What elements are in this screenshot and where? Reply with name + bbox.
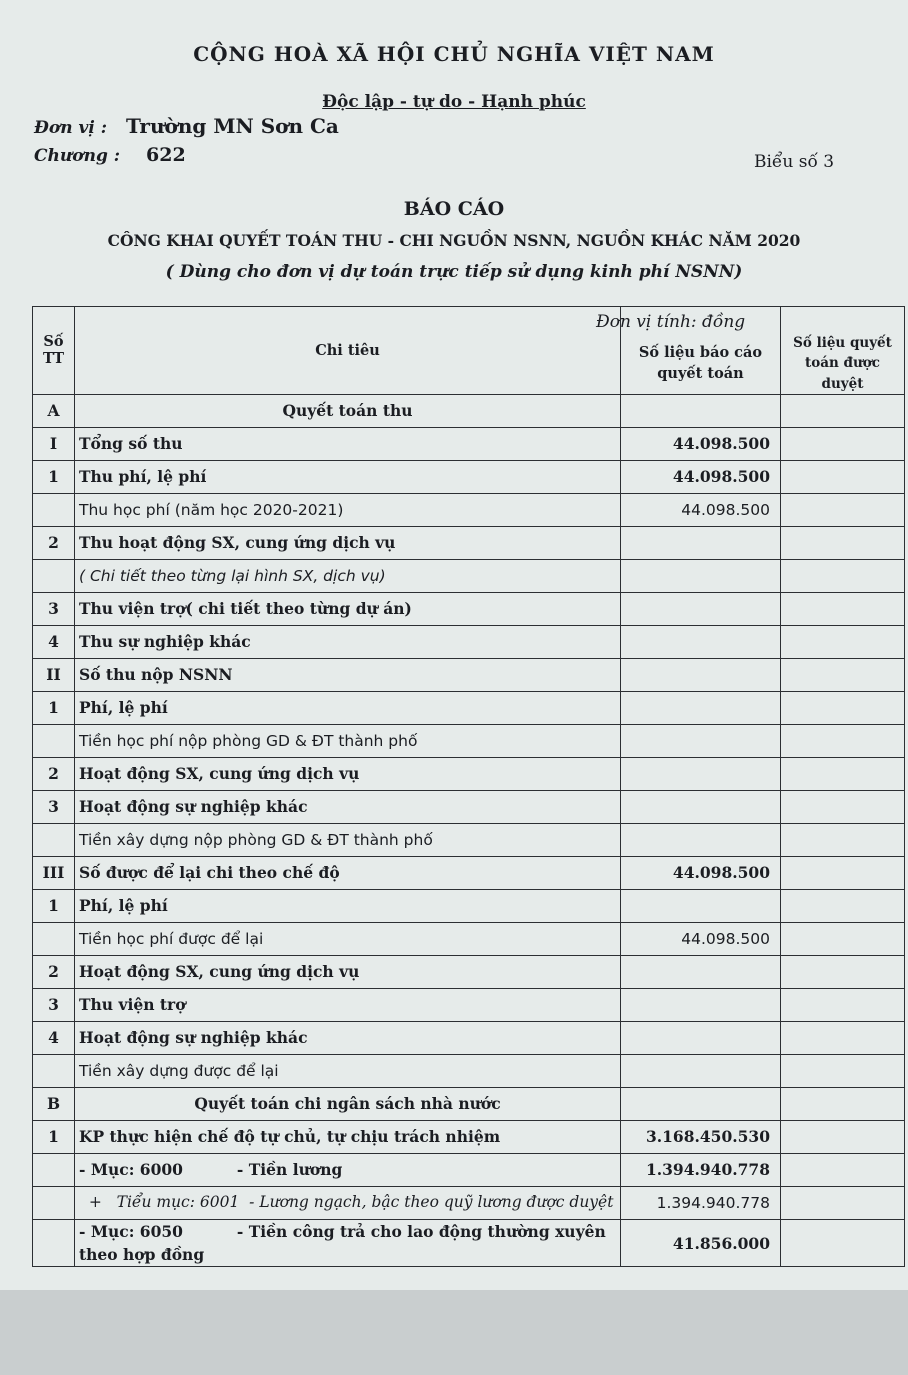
table-row: A Quyết toán thu xyxy=(33,394,905,427)
table-row: III Số được để lại chi theo chế độ 44.098.500 xyxy=(33,856,905,889)
table-row: Thu học phí (năm học 2020-2021) 44.098.500 xyxy=(33,493,905,526)
table-row: Tiền xây dựng được để lại xyxy=(33,1054,905,1087)
unit-value: Trường MN Sơn Ca xyxy=(126,114,339,138)
form-number: Biểu số 3 xyxy=(754,152,835,172)
table-row: Tiền xây dựng nộp phòng GD & ĐT thành phố xyxy=(33,823,905,856)
header-item: Chi tiêu xyxy=(75,307,621,395)
table-row: 2 Thu hoạt động SX, cung ứng dịch vụ xyxy=(33,526,905,559)
settlement-table xyxy=(32,306,905,1267)
table-row: Tiền học phí được để lại 44.098.500 xyxy=(33,922,905,955)
table-row: 2 Hoạt động SX, cung ứng dịch vụ xyxy=(33,757,905,790)
table-row: 4 Thu sự nghiệp khác xyxy=(33,625,905,658)
table-row: Tiền học phí nộp phòng GD & ĐT thành phố xyxy=(33,724,905,757)
header-reported: Số liệu báo cáo quyết toán xyxy=(621,307,781,395)
header-stt: Số TT xyxy=(33,307,75,395)
page-background-edge xyxy=(0,1290,908,1375)
unit-label: Đơn vị : xyxy=(34,118,108,138)
table-row: - Mục: 6050 - Tiền công trả cho lao động thường xuyên theo hợp đồng 41.856.000 xyxy=(33,1219,905,1267)
report-note: ( Dùng cho đơn vị dự toán trực tiếp sử dụng kinh phí NSNN) xyxy=(165,262,743,282)
chapter-label: Chương : xyxy=(34,146,121,166)
table-row: B Quyết toán chi ngân sách nhà nước xyxy=(33,1087,905,1120)
table-row: - Mục: 6000 - Tiền lương 1.394.940.778 xyxy=(33,1153,905,1186)
table-row: ( Chi tiết theo từng lại hình SX, dịch vụ) xyxy=(33,559,905,592)
table-row: 3 Thu viện trợ xyxy=(33,988,905,1021)
table-row: 1 KP thực hiện chế độ tự chủ, tự chịu trách nhiệm 3.168.450.530 xyxy=(33,1120,905,1153)
header-approved: Số liệu quyết toán được duyệt xyxy=(781,307,905,395)
table-row: + Tiểu mục: 6001 - Lương ngạch, bậc theo quỹ lương được duyệt 1.394.940.778 xyxy=(33,1186,905,1219)
table-row: 1 Phí, lệ phí xyxy=(33,889,905,922)
report-title: BÁO CÁO xyxy=(403,198,505,220)
table-row: II Số thu nộp NSNN xyxy=(33,658,905,691)
chapter-value: 622 xyxy=(146,144,186,166)
table-row: 1 Thu phí, lệ phí 44.098.500 xyxy=(33,460,905,493)
table-row: 3 Hoạt động sự nghiệp khác xyxy=(33,790,905,823)
table-row: 4 Hoạt động sự nghiệp khác xyxy=(33,1021,905,1054)
nation-heading: CỘNG HOÀ XÃ HỘI CHỦ NGHĨA VIỆT NAM xyxy=(193,42,715,66)
table-row: 2 Hoạt động SX, cung ứng dịch vụ xyxy=(33,955,905,988)
motto: Độc lập - tự do - Hạnh phúc xyxy=(322,92,586,112)
table-row: 1 Phí, lệ phí xyxy=(33,691,905,724)
report-subtitle: CÔNG KHAI QUYẾT TOÁN THU - CHI NGUỒN NSNN, NGUỒN KHÁC NĂM 2020 xyxy=(107,231,801,250)
table-row: 3 Thu viện trợ( chi tiết theo từng dự án) xyxy=(33,592,905,625)
currency-unit-note: Đơn vị tính: đồng xyxy=(596,312,746,332)
table-row: I Tổng số thu 44.098.500 xyxy=(33,427,905,460)
